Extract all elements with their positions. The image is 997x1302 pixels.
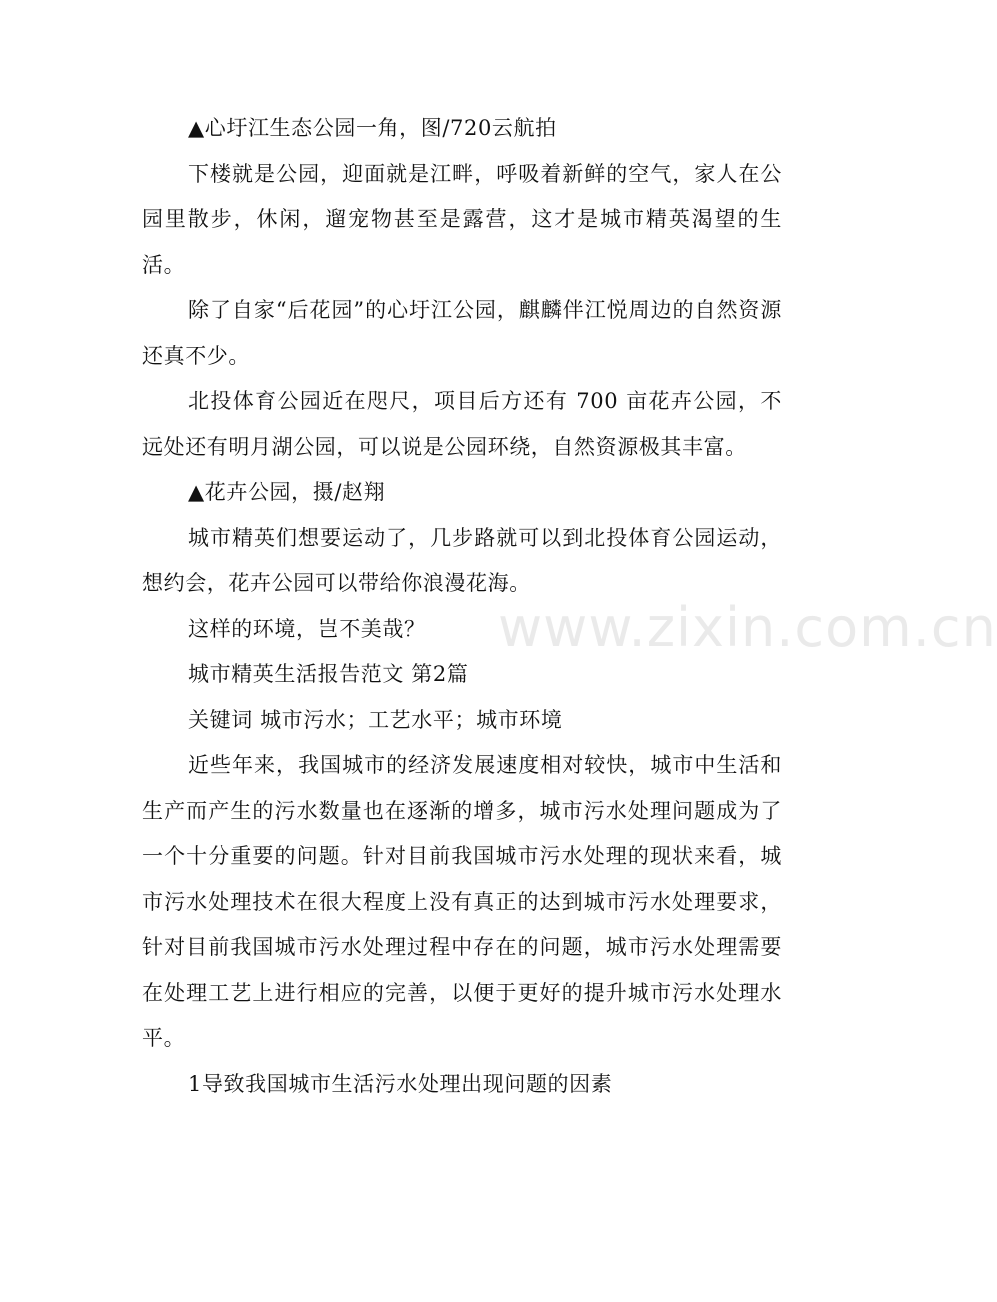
watermark: www.zixin.com.cn bbox=[498, 596, 997, 659]
caption-flower-park: ▲花卉公园，摄/赵翔 bbox=[188, 480, 386, 504]
section-title-part2: 城市精英生活报告范文 第2篇 bbox=[188, 662, 469, 686]
document-body bbox=[142, 106, 782, 1107]
caption-park-aerial: ▲心圩江生态公园一角，图/720云航拍 bbox=[188, 116, 557, 140]
paragraph-environment: 这样的环境，岂不美哉？ bbox=[188, 616, 426, 641]
paragraph-park-life: 下楼就是公园，迎面就是江畔，呼吸着新鲜的空气，家人在公园里散步，休闲，遛宠物甚至是露营，这才是城市精英渴望的生活。 bbox=[142, 161, 782, 277]
paragraph-sports-park: 北投体育公园近在咫尺，项目后方还有 700 亩花卉公园，不远处还有明月湖公园，可以说是公园环绕，自然资源极其丰富。 bbox=[142, 389, 782, 459]
keywords-line: 关键词 城市污水；工艺水平；城市环境 bbox=[188, 707, 563, 732]
paragraph-sewage-intro: 近些年来，我国城市的经济发展速度相对较快，城市中生活和生产而产生的污水数量也在逐渐的增多，城市污水处理问题成为了一个十分重要的问题。针对目前我国城市污水处理的现状来看，城市污水处理技术在很大程度上没有真正的达到城市污水处理要求，针对目前我国城市污水处理过程中存在的问题，城市污水处理需要在处理工艺上进行相应的完善，以便于更好的提升城市污水处理水平。 bbox=[142, 753, 782, 1050]
heading-section-1: 1导致我国城市生活污水处理出现问题的因素 bbox=[188, 1071, 613, 1096]
paragraph-backyard: 除了自家“后花园”的心圩江公园，麒麟伴江悦周边的自然资源还真不少。 bbox=[142, 298, 782, 368]
paragraph-exercise-dating: 城市精英们想要运动了，几步路就可以到北投体育公园运动，想约会，花卉公园可以带给你浪漫花海。 bbox=[142, 525, 782, 595]
